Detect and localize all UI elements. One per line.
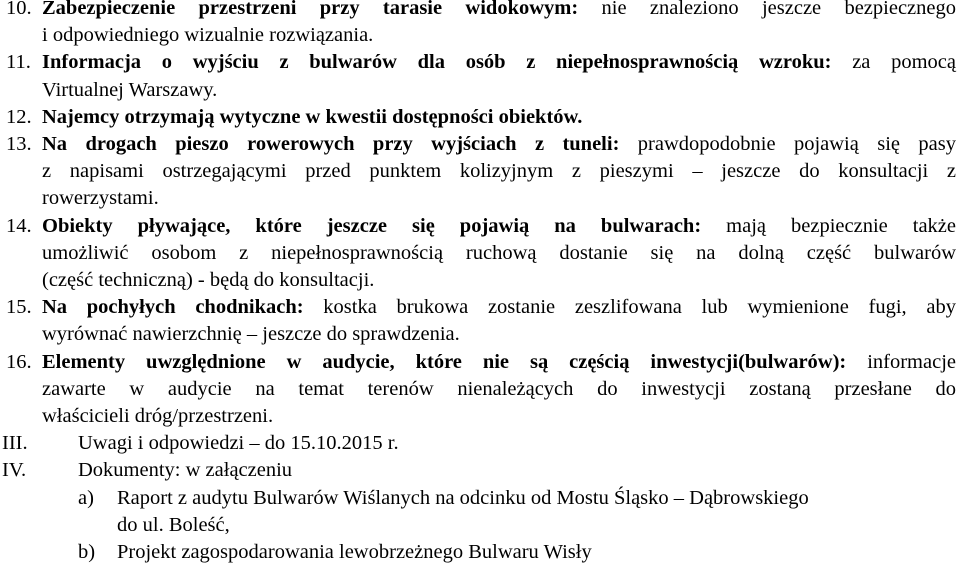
attachment-a-line-2 (0, 511, 960, 539)
list-item-15-line-1 (0, 293, 960, 321)
list-item-13-line-3 (0, 184, 960, 212)
item-heading: Informacja o wyjściu z bulwarów dla osób z niepełnosprawnością wzroku: (42, 51, 832, 74)
item-body-text: kostka brukowa zostanie zeszlifowana lub wymienione fugi, aby (303, 296, 956, 319)
list-item-14-line-1 (0, 212, 960, 240)
item-number: 16. (6, 350, 32, 373)
attachment-a-line-1 (0, 484, 960, 512)
list-item-12-line-1 (0, 103, 960, 131)
list-item-13-line-1 (0, 130, 960, 158)
item-body-text: mają bezpiecznie także (701, 214, 956, 237)
item-text (42, 130, 956, 158)
attachment-b-line-1 (0, 538, 960, 566)
list-item-14-line-3 (0, 266, 960, 294)
item-number: 15. (6, 296, 32, 319)
attachment-text: do ul. Boleść, (117, 513, 230, 536)
list-item-13-line-2 (0, 157, 960, 185)
item-heading: Obiekty pływające, które jeszcze się pojawią na bulwarach: (42, 214, 702, 237)
item-body-text: właścicieli dróg/przestrzeni. (42, 405, 274, 427)
list-item-14-line-2 (0, 239, 960, 267)
item-body-text: informacje (846, 350, 956, 373)
item-number: 13. (6, 133, 32, 155)
item-heading: Na pochyłych chodnikach: (42, 296, 304, 319)
item-heading: Elementy uwzględnione w audycie, które nie są częścią inwestycji(bulwarów): (42, 350, 847, 373)
list-item-11-line-1 (0, 48, 960, 76)
item-body-text: wyrównać nawierzchnię – jeszcze do sprawdzenia. (42, 323, 460, 346)
item-body-text: umożliwić osobom z niepełnosprawnością ruchową dostanie się na dolną część bulwarów (42, 241, 956, 264)
list-item-16-line-2 (0, 375, 960, 403)
item-text (42, 0, 956, 22)
attachment-text: Raport z audytu Bulwarów Wiślanych na odcinku od Mostu Śląsko – Dąbrowskiego (117, 486, 809, 509)
item-body-text: nie znaleziono jeszcze bezpiecznego (578, 0, 956, 19)
item-text (42, 212, 956, 240)
list-item-11-line-2 (0, 76, 960, 104)
attachment-text: Projekt zagospodarowania lewobrzeżnego Bulwaru Wisły (117, 541, 592, 563)
section-iii (0, 429, 960, 457)
section-iv (0, 456, 960, 484)
item-heading: Najemcy otrzymają wytyczne w kwestii dostępności obiektów. (42, 105, 583, 128)
attachment-label: b) (78, 541, 96, 563)
item-body-text: za pomocą (831, 51, 956, 74)
item-heading: Na drogach pieszo rowerowych przy wyjściach z tuneli: (42, 133, 620, 155)
item-text (42, 48, 956, 76)
item-number: 14. (6, 214, 32, 237)
section-text: Dokumenty: w załączeniu (78, 459, 293, 482)
item-body-text: i odpowiedniego wizualnie rozwiązania. (42, 24, 374, 47)
item-body-text: z napisami ostrzegającymi przed punktem kolizyjnym z pieszymi – jeszcze do konsultacji z (42, 160, 956, 183)
item-text (42, 103, 956, 131)
item-body-text: prawdopodobnie pojawią się pasy (619, 133, 956, 155)
item-body-text: zawarte w audycie na temat terenów nienależących do inwestycji zostaną przesłane do (42, 377, 956, 400)
list-item-15-line-2 (0, 320, 960, 348)
section-numeral: IV. (2, 459, 27, 482)
list-item-10-line-1 (0, 0, 960, 22)
section-numeral: III. (2, 432, 28, 455)
list-item-10-line-2 (0, 21, 960, 49)
item-number: 10. (6, 0, 32, 19)
item-body-text: rowerzystami. (42, 187, 159, 210)
item-heading: Zabezpieczenie przestrzeni przy tarasie widokowym: (42, 0, 579, 19)
list-item-16-line-1 (0, 348, 960, 376)
item-body-text: (część techniczną) - będą do konsultacji. (42, 269, 375, 291)
section-text: Uwagi i odpowiedzi – do 15.10.2015 r. (78, 432, 399, 455)
item-number: 11. (6, 51, 31, 74)
item-text (42, 293, 956, 321)
item-number: 12. (6, 105, 32, 128)
item-text (42, 348, 956, 376)
list-item-16-line-3 (0, 402, 960, 430)
item-body-text: Virtualnej Warszawy. (42, 78, 218, 101)
attachment-label: a) (78, 486, 94, 509)
